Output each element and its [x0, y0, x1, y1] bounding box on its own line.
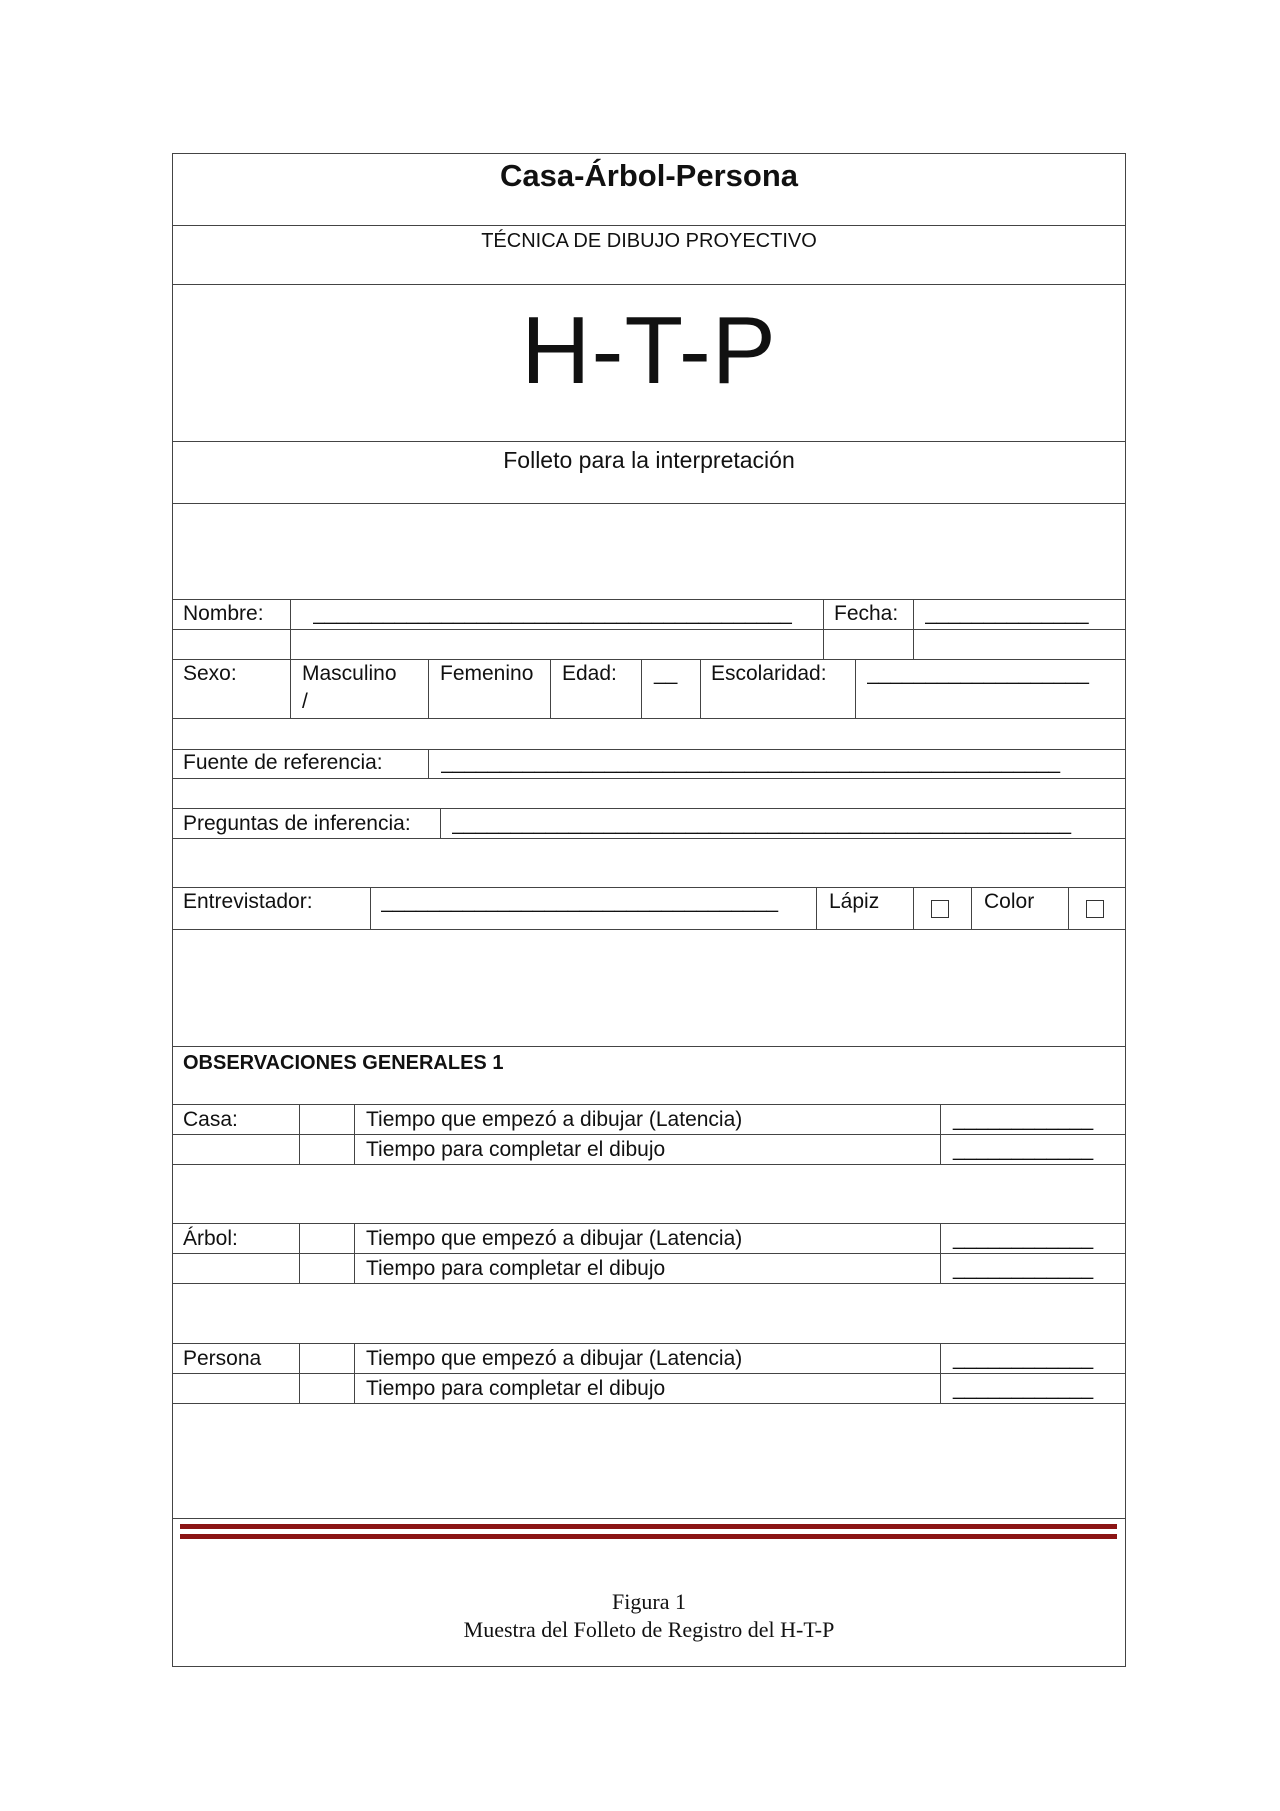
row-divider [172, 441, 1126, 442]
col-divider [641, 659, 642, 718]
completar-label: Tiempo para completar el dibujo [366, 1257, 666, 1280]
col-divider [823, 599, 824, 659]
col-divider [550, 659, 551, 718]
latencia-label: Tiempo que empezó a dibujar (Latencia) [366, 1108, 743, 1131]
row-divider [172, 1283, 1126, 1284]
completar-field[interactable]: ____________ [953, 1257, 1094, 1280]
col-divider [700, 659, 701, 718]
col-divider [428, 659, 429, 718]
color-checkbox[interactable] [1086, 900, 1104, 918]
col-divider [290, 599, 291, 659]
masculino-slash: / [302, 690, 308, 713]
section-label-arbol: Árbol: [183, 1227, 238, 1250]
col-divider [1068, 887, 1069, 929]
col-divider [855, 659, 856, 718]
col-divider [354, 1104, 355, 1164]
row-divider [172, 1134, 1126, 1135]
col-divider [940, 1223, 941, 1283]
row-divider [172, 1046, 1126, 1047]
form-subtitle: TÉCNICA DE DIBUJO PROYECTIVO [481, 230, 817, 252]
fecha-field[interactable]: ______________ [925, 602, 1089, 625]
escolaridad-field[interactable]: ___________________ [867, 662, 1089, 685]
col-divider [354, 1343, 355, 1403]
decorative-rule [180, 1524, 1117, 1529]
row-divider [172, 599, 1126, 600]
edad-field[interactable]: __ [654, 662, 678, 685]
col-divider [440, 808, 441, 838]
edad-label: Edad: [562, 662, 617, 685]
color-label: Color [984, 890, 1035, 913]
col-divider [299, 1104, 300, 1164]
nombre-field[interactable]: _________________________________________ [313, 602, 792, 625]
completar-field[interactable]: ____________ [953, 1138, 1094, 1161]
row-divider [172, 1518, 1126, 1519]
lapiz-label: Lápiz [829, 890, 880, 913]
fecha-label: Fecha: [834, 602, 899, 625]
row-divider [172, 1343, 1126, 1344]
row-divider [172, 808, 1126, 809]
decorative-rule [180, 1534, 1117, 1539]
col-divider [940, 1343, 941, 1403]
latencia-field[interactable]: ____________ [953, 1108, 1094, 1131]
section-label-casa: Casa: [183, 1108, 238, 1131]
col-divider [913, 887, 914, 929]
row-divider [172, 503, 1126, 504]
observaciones-heading: OBSERVACIONES GENERALES 1 [183, 1052, 504, 1074]
htp-heading: H-T-P [521, 297, 777, 404]
col-divider [299, 1223, 300, 1283]
folleto-subtitle: Folleto para la interpretación [503, 447, 795, 473]
row-divider [172, 659, 1126, 660]
col-divider [971, 887, 972, 929]
col-divider [290, 659, 291, 718]
entrevistador-label: Entrevistador: [183, 890, 313, 913]
col-divider [299, 1343, 300, 1403]
col-divider [354, 1223, 355, 1283]
row-divider [172, 1104, 1126, 1105]
row-divider [172, 629, 1126, 630]
escolaridad-label: Escolaridad: [711, 662, 827, 685]
completar-label: Tiempo para completar el dibujo [366, 1138, 666, 1161]
col-divider [816, 887, 817, 929]
latencia-field[interactable]: ____________ [953, 1227, 1094, 1250]
latencia-label: Tiempo que empezó a dibujar (Latencia) [366, 1227, 743, 1250]
entrevistador-field[interactable]: __________________________________ [381, 890, 779, 913]
row-divider [172, 1223, 1126, 1224]
row-divider [172, 284, 1126, 285]
preguntas-label: Preguntas de inferencia: [183, 812, 411, 835]
col-divider [913, 599, 914, 659]
col-divider [940, 1104, 941, 1164]
row-divider [172, 1253, 1126, 1254]
section-label-persona: Persona [183, 1347, 262, 1370]
row-divider [172, 838, 1126, 839]
latencia-label: Tiempo que empezó a dibujar (Latencia) [366, 1347, 743, 1370]
masculino-option[interactable]: Masculino [302, 662, 397, 685]
form-title: Casa-Árbol-Persona [499, 158, 799, 193]
col-divider [370, 887, 371, 929]
col-divider [428, 749, 429, 778]
row-divider [172, 1164, 1126, 1165]
row-divider [172, 778, 1126, 779]
row-divider [172, 1403, 1126, 1404]
completar-label: Tiempo para completar el dibujo [366, 1377, 666, 1400]
row-divider [172, 718, 1126, 719]
row-divider [172, 929, 1126, 930]
sexo-label: Sexo: [183, 662, 237, 685]
fuente-label: Fuente de referencia: [183, 751, 383, 774]
figure-caption: Muestra del Folleto de Registro del H-T-P [463, 1617, 835, 1642]
completar-field[interactable]: ____________ [953, 1377, 1094, 1400]
latencia-field[interactable]: ____________ [953, 1347, 1094, 1370]
row-divider [172, 887, 1126, 888]
fuente-field[interactable]: _____________________________________________________ [441, 751, 1060, 774]
figure-number: Figura 1 [612, 1589, 686, 1614]
row-divider [172, 1373, 1126, 1374]
preguntas-field[interactable]: _____________________________________________________ [452, 812, 1071, 835]
femenino-option[interactable]: Femenino [440, 662, 534, 685]
lapiz-checkbox[interactable] [931, 900, 949, 918]
row-divider [172, 225, 1126, 226]
nombre-label: Nombre: [183, 602, 264, 625]
